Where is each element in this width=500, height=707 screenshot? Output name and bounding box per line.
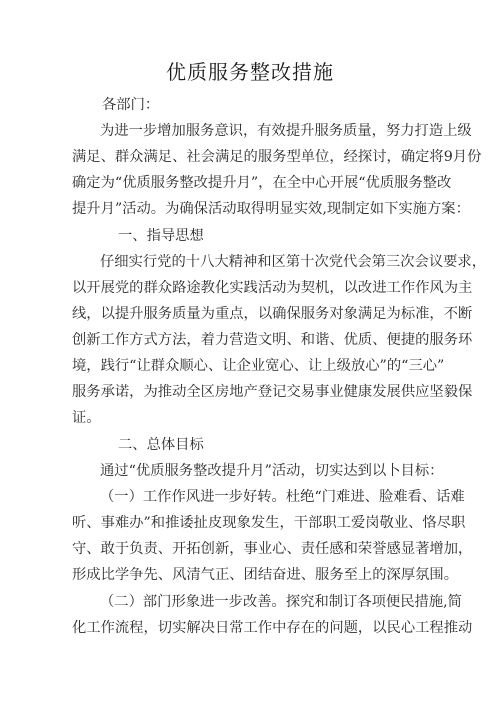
paragraph-line: 为进一步增加服务意识，有效提升服务质量，努力打造上级: [100, 123, 472, 139]
paragraph-line: 创新工作方式方法，着力营造文明、和谐、优质、便捷的服务环: [72, 332, 473, 348]
section-heading: 一、指导思想: [118, 228, 204, 244]
paragraph-line: （二）部门形象进一步改善。探究和制订各项便民措施,简: [100, 594, 462, 610]
paragraph-line: 证。: [72, 410, 101, 426]
paragraph-line: 确定为“优质服务整改提升月”，在全中心开展“优质服务整改: [72, 175, 452, 191]
paragraph-line: 通过“优质服务整改提升月”活动，切实达到以卜目标：: [100, 463, 444, 479]
paragraph-line: 境，践行“让群众顺心、让企业宽心、让上级放心”的“三心”: [72, 358, 445, 374]
paragraph-line: 服务承诺，为推动全区房地产登记交易事业健康发展供应坚毅保: [72, 384, 473, 400]
paragraph-line: 听、事难办”和推诿扯皮现象发生，干部职工爱岗敬业、恪尽职: [72, 515, 466, 531]
paragraph-line: 化工作流程，切实解决日常工作中存在的问题，以民心工程推动: [72, 620, 473, 636]
section-heading: 二、总体目标: [118, 437, 204, 453]
paragraph-line: （一）工作作风进一步好转。杜绝“门难进、脸难看、话难: [100, 489, 465, 505]
paragraph-line: 以开展党的群众路途教化实践活动为契机，以改进工作作风为主: [72, 280, 473, 296]
paragraph-line: 线，以提升服务质量为重点，以确保服务对象满足为标准，不断: [72, 306, 473, 322]
salutation: 各部门：: [102, 97, 160, 113]
paragraph-line: 满足、群众满足、社会满足的服务型单位，经探讨，确定将9月份: [72, 149, 482, 165]
paragraph-line: 形成比学争先、风清气正、团结奋进、服务至上的深厚氛围。: [72, 567, 459, 583]
paragraph-line: 守、敢于负责、开拓创新，事业心、责任感和荣誉感显著增加，: [72, 541, 473, 557]
document-title: 优质服务整改措施: [166, 60, 334, 84]
paragraph-line: 仔细实行党的十八大精神和区第十次党代会第三次会议要求，: [100, 254, 487, 270]
paragraph-line: 提升月”活动。为确保活动取得明显实效,现制定如下实施方案：: [72, 201, 470, 217]
